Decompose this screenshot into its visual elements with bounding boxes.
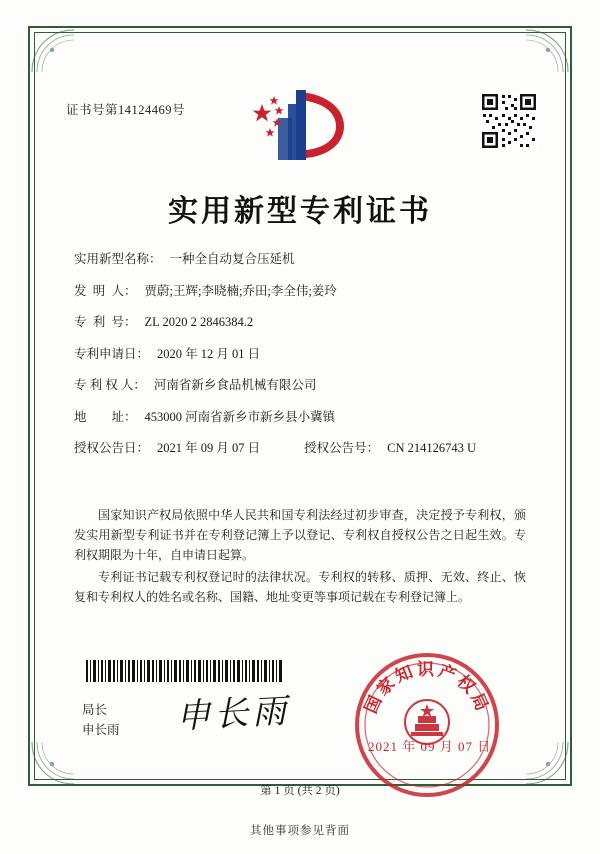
body-paragraph: 国家知识产权局依照中华人民共和国专利法经过初步审查，决定授予专利权，颁发实用新型专利证书并在专利登记簿上予以登记、专利权自授权公告之日起生效。专利权期限为十年，自申请日起算。 (74, 508, 526, 562)
field-value: 一种全自动复合压延机 (169, 252, 295, 266)
field-label: 地 址： (74, 409, 137, 424)
field-value: 2020 年 12 月 01 日 (157, 346, 261, 361)
field-value: 453000 河南省新乡市新乡县小冀镇 (144, 409, 336, 424)
official-seal-icon (352, 650, 502, 800)
field-label: 授权公告号： (304, 441, 380, 455)
field-row (74, 252, 530, 267)
director-name: 申长雨 (82, 723, 120, 737)
body-paragraph: 专利证书记载专利权登记时的法律状况。专利权的转移、质押、无效、终止、恢复和专利权人的姓名或名称、国籍、地址变更等事项记载在专利登记簿上。 (74, 570, 526, 604)
corner-ornament-icon (524, 740, 570, 786)
certificate-number: 证书号第14124469号 (66, 103, 186, 117)
field-label: 发 明 人： (74, 283, 137, 298)
field-row (74, 315, 530, 330)
seal-date: 2021 年 09 月 07 日 (368, 739, 492, 754)
qr-code-icon (480, 92, 538, 150)
field-row (74, 378, 530, 393)
field-row-announcement (74, 441, 530, 456)
field-value: 贾蔚;王辉;李晓楠;乔田;李全伟;姜玲 (144, 283, 337, 298)
field-label: 专 利 号： (74, 315, 137, 329)
handwritten-signature: 申长雨 (175, 691, 292, 737)
field-value: 2021 年 09 月 07 日 (157, 441, 261, 455)
field-row (74, 410, 530, 425)
page-number: 第 1 页 (共 2 页) (260, 785, 340, 797)
body-text (74, 505, 526, 609)
director-label: 局长 (82, 703, 108, 717)
svg-text:国家知识产权局: 国家知识产权局 (361, 660, 493, 717)
corner-ornament-icon (524, 28, 570, 74)
cnipa-logo-icon (248, 88, 352, 162)
field-row (74, 347, 530, 362)
field-value: CN 214126743 U (387, 441, 477, 455)
field-label: 实用新型名称： (74, 252, 162, 266)
footer-note: 其他事项参见背面 (250, 825, 350, 837)
field-label: 专利申请日： (74, 346, 150, 361)
field-row (74, 284, 530, 299)
page-title: 实用新型专利证书 (168, 194, 432, 229)
field-list (74, 252, 530, 473)
corner-ornament-icon (30, 28, 76, 74)
corner-ornament-icon (30, 740, 76, 786)
field-value: ZL 2020 2 2846384.2 (144, 315, 254, 329)
field-label: 专 利 权 人： (74, 378, 146, 392)
field-value: 河南省新乡食品机械有限公司 (153, 378, 317, 392)
field-label: 授权公告日： (74, 441, 150, 455)
barcode-icon (86, 660, 282, 682)
director-signature-block (82, 700, 120, 740)
